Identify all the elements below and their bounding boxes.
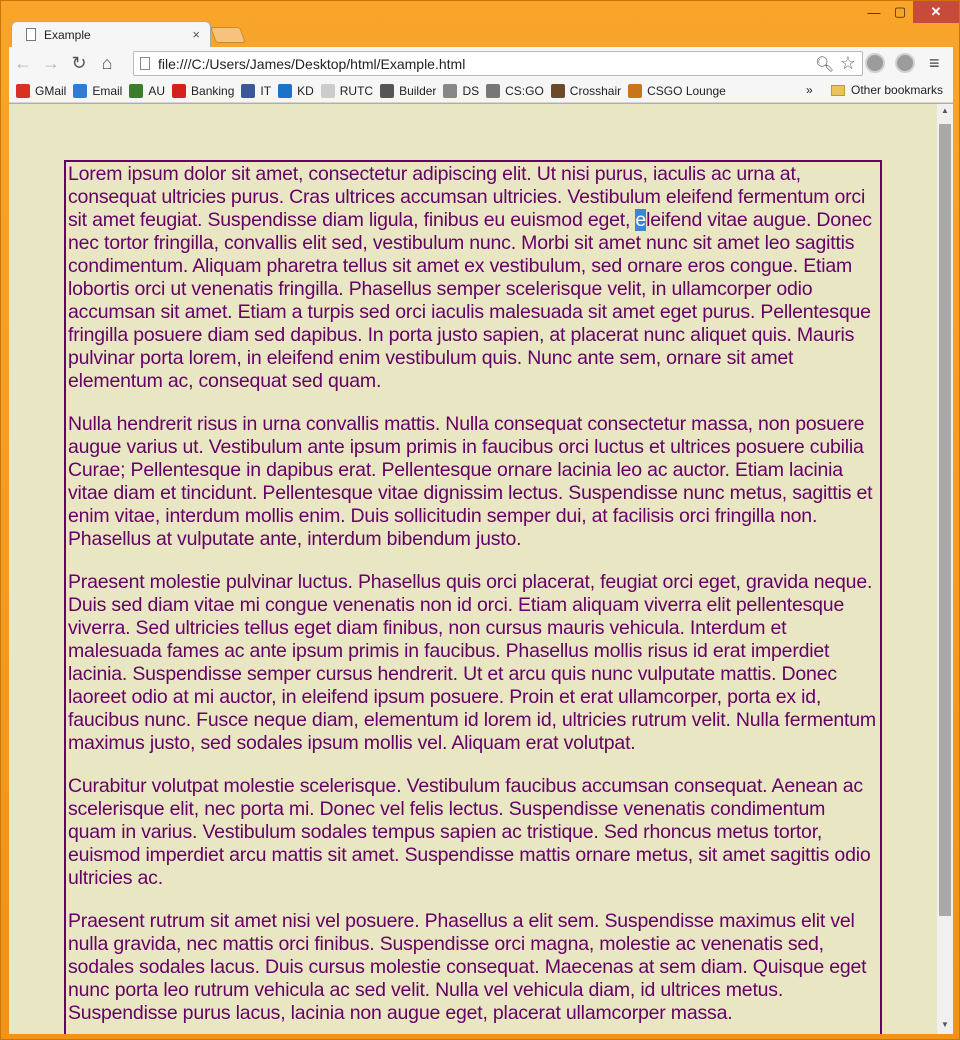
bookmark-item[interactable] bbox=[443, 84, 479, 98]
scrollbar-thumb[interactable] bbox=[939, 124, 951, 916]
bookmark-favicon-icon bbox=[16, 84, 30, 98]
bookmark-favicon-icon bbox=[172, 84, 186, 98]
menu-icon[interactable]: ≡ bbox=[929, 53, 940, 73]
new-tab-button[interactable] bbox=[210, 27, 246, 43]
bookmark-label: Banking bbox=[191, 83, 235, 98]
bookmark-item[interactable] bbox=[73, 84, 122, 98]
bookmark-favicon-icon bbox=[73, 84, 87, 98]
bookmark-label: CSGO Lounge bbox=[647, 83, 726, 98]
page-icon bbox=[140, 57, 150, 70]
tab-example[interactable] bbox=[11, 21, 211, 47]
bookmark-item[interactable] bbox=[278, 84, 314, 98]
bookmark-item[interactable] bbox=[551, 84, 621, 98]
bookmarks-overflow-icon[interactable]: » bbox=[806, 83, 813, 97]
bookmark-label: KD bbox=[297, 83, 314, 98]
forward-button[interactable]: → bbox=[42, 52, 60, 73]
bookmark-favicon-icon bbox=[443, 84, 457, 98]
other-bookmarks-label: Other bookmarks bbox=[851, 83, 944, 97]
bookmark-label: Builder bbox=[399, 83, 437, 98]
bookmark-label: IT bbox=[260, 83, 272, 98]
bookmark-item[interactable] bbox=[321, 84, 373, 98]
bookmark-favicon-icon bbox=[241, 84, 255, 98]
bookmark-label: DS bbox=[462, 83, 480, 98]
content-box bbox=[64, 160, 882, 1034]
bookmark-item[interactable] bbox=[129, 84, 165, 98]
bookmark-label: CS:GO bbox=[505, 83, 544, 98]
bookmark-item[interactable] bbox=[241, 84, 271, 98]
bookmark-label: GMail bbox=[35, 83, 67, 98]
bookmark-label: Crosshair bbox=[569, 83, 622, 98]
page-viewport bbox=[9, 104, 937, 1034]
scroll-down-icon[interactable]: ▼ bbox=[941, 1020, 949, 1029]
bookmark-favicon-icon bbox=[628, 84, 642, 98]
bookmark-label: RUTC bbox=[339, 83, 374, 98]
bookmark-favicon-icon bbox=[551, 84, 565, 98]
extension-icon[interactable] bbox=[865, 53, 885, 73]
bookmark-star-icon[interactable]: ☆ bbox=[839, 53, 856, 73]
tab-title: Example bbox=[44, 27, 91, 42]
bookmark-item[interactable] bbox=[628, 84, 726, 98]
extension-icon[interactable] bbox=[895, 53, 915, 73]
address-bar[interactable] bbox=[133, 51, 863, 76]
tab-close-icon[interactable]: × bbox=[192, 27, 200, 42]
minimize-button[interactable]: — bbox=[867, 4, 881, 20]
paragraph-2: Nulla hendrerit risus in urna convallis mattis. Nulla consequat consectetur massa, non posuere augue varius ut. Vestibulum ante ipsum primis in faucibus orci luctus et ultrices posuere cubilia Curae; Pellentesque in dapibus erat. Pellentesque ornare lacinia leo ac auctor. Etiam lacinia vitae diam et tincidunt. Pellentesque vitae dignissim lectus. Suspendisse nunc metus, sagittis et enim vitae, interdum mollis enim. Duis sollicitudin semper dui, at facilisis orci fringilla non. Phasellus at vulputate ante, interdum bibendum justo. bbox=[68, 413, 873, 550]
tab-strip bbox=[1, 1, 960, 47]
maximize-button[interactable]: ▢ bbox=[893, 4, 907, 19]
bookmark-favicon-icon bbox=[380, 84, 394, 98]
back-button[interactable]: ← bbox=[14, 52, 32, 73]
home-button[interactable]: ⌂ bbox=[101, 52, 113, 73]
scroll-up-icon[interactable]: ▲ bbox=[941, 106, 949, 115]
zoom-icon[interactable]: 🔍︎ bbox=[814, 56, 834, 73]
folder-icon bbox=[831, 85, 845, 96]
bookmark-item[interactable] bbox=[172, 84, 234, 98]
bookmark-favicon-icon bbox=[278, 84, 292, 98]
bookmark-label: Email bbox=[92, 83, 123, 98]
bookmark-favicon-icon bbox=[129, 84, 143, 98]
bookmark-item[interactable] bbox=[486, 84, 544, 98]
bookmark-item[interactable] bbox=[16, 84, 66, 98]
close-window-button[interactable]: ✕ bbox=[913, 1, 959, 23]
other-bookmarks[interactable] bbox=[831, 83, 943, 97]
bookmark-item[interactable] bbox=[380, 84, 436, 98]
toolbar bbox=[9, 47, 953, 79]
paragraph-5: Praesent rutrum sit amet nisi vel posuere. Phasellus a elit sem. Suspendisse maximus elit vel nulla gravida, nec mattis orci finibus. Suspendisse orci magna, molestie ac venenatis sed, sodales sodales lacus. Duis cursus molestie consequat. Maecenas at sem diam. Quisque eget nunc porta leo rutrum vehicula ac sed velit. Nulla vel vehicula diam, id ultrices metus. Suspendisse purus lacus, lacinia non augue eget, placerat ullamcorper massa. bbox=[68, 910, 867, 1024]
bookmark-label: AU bbox=[148, 83, 166, 98]
bookmark-favicon-icon bbox=[486, 84, 500, 98]
bookmarks-bar bbox=[9, 79, 953, 103]
reload-button[interactable]: ↻ bbox=[71, 52, 87, 73]
vertical-scrollbar[interactable] bbox=[937, 104, 953, 1034]
bookmark-favicon-icon bbox=[321, 84, 335, 98]
paragraph-3: Praesent molestie pulvinar luctus. Phasellus quis orci placerat, feugiat orci eget, gravida neque. Duis sed diam vitae mi congue venenatis non id orci. Etiam aliquam viverra elit pellentesque viverra. Sed ultricies tellus eget diam finibus, non cursus mauris vehicula. Interdum et malesuada fames ac ante ipsum primis in faucibus. Phasellus mollis risus id erat imperdiet lacinia. Suspendisse semper cursus hendrerit. Ut et arcu quis nunc vulputate mattis. Donec laoreet odio at mi auctor, in eleifend ipsum posuere. Proin et erat ullamcorper, porta ex id, faucibus nunc. Fusce neque diam, elementum id lorem id, ultricies rutrum velit. Nulla fermentum maximus justo, sed sodales ipsum mollis vel. Aliquam erat volutpat. bbox=[68, 571, 876, 754]
page-icon bbox=[26, 28, 36, 41]
paragraph-1: Lorem ipsum dolor sit amet, consectetur adipiscing elit. Ut nisi purus, iaculis ac urna at, consequat ultricies purus. Cras ultrices accumsan ultricies. Vestibulum eleifend fermentum orci sit amet feugiat. Suspendisse diam ligula, finibus eu euismod eget, eleifend vitae augue. Donec nec tortor fringilla, convallis elit sed, vestibulum nunc. Morbi sit amet nunc sit amet leo sagittis condimentum. Aliquam pharetra tellus sit amet ex vestibulum, sed ornare eros congue. Etiam lobortis orci ut venenatis fringilla. Phasellus semper scelerisque velit, in ullamcorper odio accumsan sit amet. Etiam a turpis sed orci iaculis malesuada sit amet eget purus. Pellentesque fringilla posuere diam sed dapibus. In porta justo sapien, at placerat nunc aliquet quis. Mauris pulvinar porta lorem, in eleifend enim vestibulum quis. Nunc ante sem, ornare sit amet elementum ac, consequat sed quam. bbox=[68, 163, 872, 392]
text-selection: e bbox=[635, 209, 647, 231]
url-text[interactable]: file:///C:/Users/James/Desktop/html/Example.html bbox=[158, 55, 466, 72]
paragraph-4: Curabitur volutpat molestie scelerisque. Vestibulum faucibus accumsan consequat. Aenean ac scelerisque elit, nec porta mi. Donec vel felis lectus. Suspendisse venenatis condimentum quam in varius. Vestibulum sodales tempus sapien ac tristique. Sed rhoncus metus tortor, euismod imperdiet arcu mattis sit amet. Suspendisse mattis ornare metus, sit amet sagittis odio ultricies ac. bbox=[68, 775, 871, 889]
